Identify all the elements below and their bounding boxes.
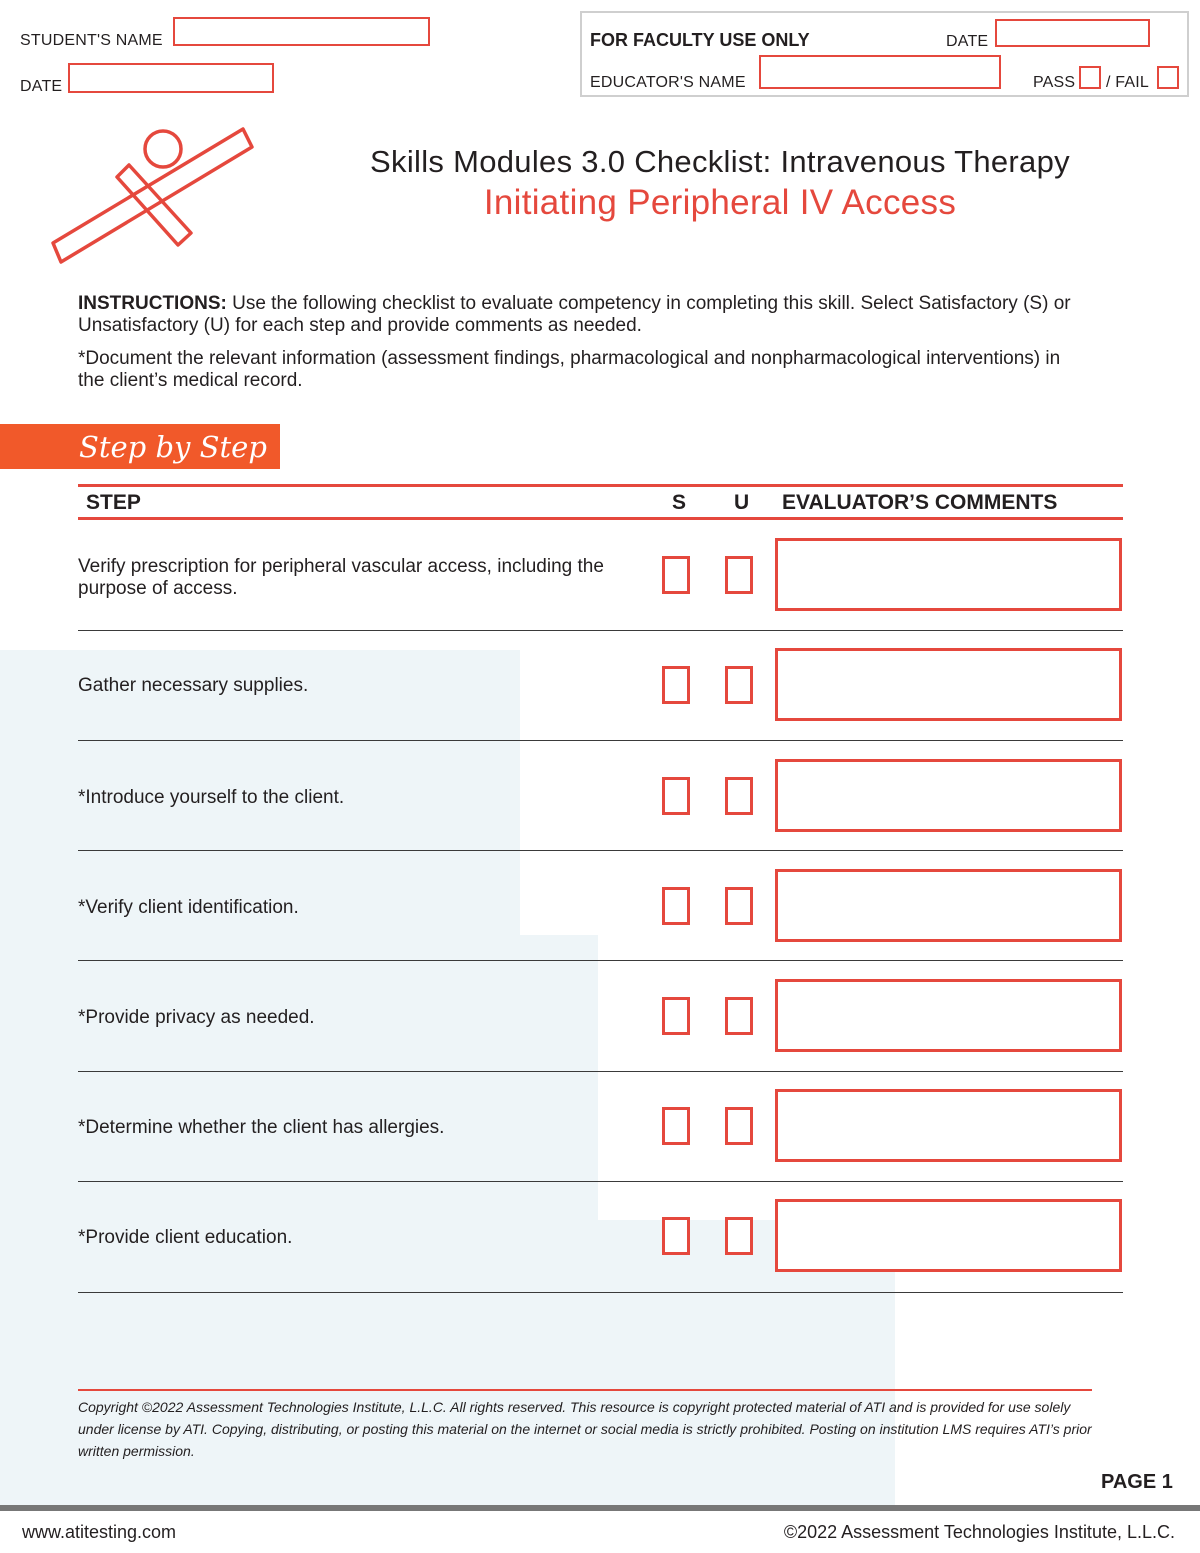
educator-name-label: EDUCATOR'S NAME	[590, 74, 746, 91]
table-row	[78, 850, 1123, 960]
table-row	[78, 630, 1123, 740]
step-text: *Verify client identification.	[78, 897, 299, 918]
step-text: *Introduce yourself to the client.	[78, 787, 345, 808]
table-row	[78, 740, 1123, 850]
student-name-label: STUDENT'S NAME	[20, 32, 163, 49]
fail-label: / FAIL	[1106, 74, 1149, 91]
section-banner-label: Step by Step	[79, 430, 267, 464]
instructions-text: Use the following checklist to evaluate competency in completing this skill. Select Satisfactory (S) or Unsatisfactory (U) for each step and provide comments as needed.	[78, 293, 1071, 336]
evaluator-comment-box[interactable]	[775, 1089, 1122, 1162]
table-row	[78, 520, 1123, 630]
instructions-label: INSTRUCTIONS:	[78, 293, 227, 314]
evaluator-comment-box[interactable]	[775, 1199, 1122, 1272]
instructions	[78, 293, 1078, 337]
unsatisfactory-checkbox[interactable]	[725, 556, 753, 594]
unsatisfactory-checkbox[interactable]	[725, 887, 753, 925]
table-row	[78, 1071, 1123, 1181]
satisfactory-checkbox[interactable]	[662, 887, 690, 925]
step-text: *Provide client education.	[78, 1227, 293, 1248]
column-header-u: U	[734, 491, 750, 514]
step-text: Gather necessary supplies.	[78, 675, 309, 696]
unsatisfactory-checkbox[interactable]	[725, 1107, 753, 1145]
evaluator-comment-box[interactable]	[775, 538, 1122, 611]
page-subtitle: Initiating Peripheral IV Access	[483, 183, 957, 222]
table-row	[78, 960, 1123, 1070]
documentation-note: *Document the relevant information (assessment findings, pharmacological and nonpharmacological interventions) in the client’s medical record.	[78, 348, 1061, 391]
unsatisfactory-checkbox[interactable]	[725, 997, 753, 1035]
table-header-top-rule	[78, 484, 1123, 487]
faculty-date-label: DATE	[946, 33, 989, 50]
satisfactory-checkbox[interactable]	[662, 1107, 690, 1145]
page-number: PAGE 1	[1101, 1471, 1173, 1493]
pass-checkbox[interactable]	[1079, 66, 1101, 89]
row-divider	[78, 1292, 1123, 1293]
satisfactory-checkbox[interactable]	[662, 997, 690, 1035]
evaluator-comment-box[interactable]	[775, 648, 1122, 721]
step-text: *Provide privacy as needed.	[78, 1007, 315, 1028]
step-text: *Determine whether the client has allergies.	[78, 1117, 445, 1138]
copyright-notice: Copyright ©2022 Assessment Technologies Institute, L.L.C. All rights reserved. This resource is copyright protected material of ATI and is provided for use solely under license by ATI. Copying, distributing, or posting this material on the internet or social media is strictly prohibited. Posting on institution LMS requires ATI’s prior written permission.	[78, 1399, 1092, 1459]
date-label: DATE	[20, 78, 63, 95]
evaluator-comment-box[interactable]	[775, 759, 1122, 832]
table-row	[78, 1181, 1123, 1291]
unsatisfactory-checkbox[interactable]	[725, 666, 753, 704]
page-title: Skills Modules 3.0 Checklist: Intravenous Therapy	[370, 144, 1070, 179]
copyright-rule	[78, 1389, 1092, 1391]
fail-checkbox[interactable]	[1157, 66, 1179, 89]
educator-name-field[interactable]	[759, 55, 1001, 89]
column-header-s: S	[672, 491, 687, 514]
column-header-step: STEP	[86, 491, 141, 514]
faculty-title: FOR FACULTY USE ONLY	[590, 30, 810, 50]
footer-rule	[0, 1505, 1200, 1511]
ati-figure-logo-icon	[45, 125, 260, 270]
evaluator-comment-box[interactable]	[775, 869, 1122, 942]
satisfactory-checkbox[interactable]	[662, 666, 690, 704]
satisfactory-checkbox[interactable]	[662, 556, 690, 594]
satisfactory-checkbox[interactable]	[662, 777, 690, 815]
section-banner	[0, 424, 280, 469]
unsatisfactory-checkbox[interactable]	[725, 1217, 753, 1255]
faculty-date-field[interactable]	[995, 19, 1150, 47]
date-field[interactable]	[68, 63, 274, 93]
step-text: Verify prescription for peripheral vascular access, including the purpose of access.	[78, 556, 604, 599]
footer-copyright: ©2022 Assessment Technologies Institute, L.L.C.	[783, 1522, 1175, 1542]
evaluator-comment-box[interactable]	[775, 979, 1122, 1052]
footer-website-link[interactable]: www.atitesting.com	[22, 1522, 177, 1542]
satisfactory-checkbox[interactable]	[662, 1217, 690, 1255]
unsatisfactory-checkbox[interactable]	[725, 777, 753, 815]
pass-label: PASS	[1033, 74, 1076, 91]
student-name-field[interactable]	[173, 17, 430, 46]
column-header-comments: EVALUATOR’S COMMENTS	[782, 491, 1058, 514]
